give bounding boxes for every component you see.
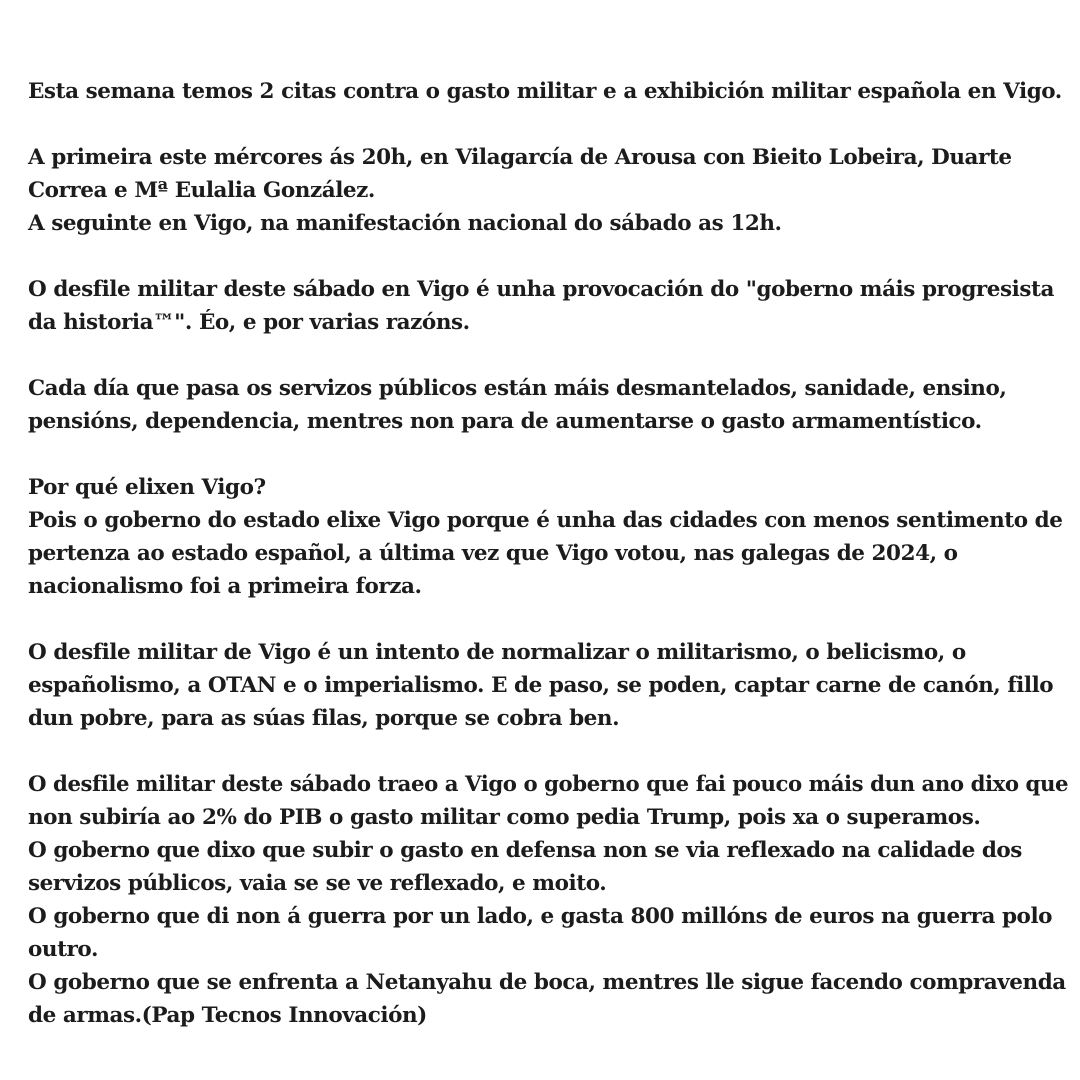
text-line: non subiría ao 2% do PIB o gasto militar como pedia Trump, pois xa o superamos. (28, 805, 981, 830)
text-line: Pois o goberno do estado elixe Vigo porque é unha das cidades con menos sentimento de (28, 508, 1063, 533)
text-line: O desfile militar deste sábado traeo a Vigo o goberno que fai pouco máis dun ano dixo que (28, 772, 1069, 797)
text-line: pertenza ao estado español, a última vez que Vigo votou, nas galegas de 2024, o (28, 541, 958, 566)
text-line: españolismo, a OTAN e o imperialismo. E de paso, se poden, captar carne de canón, fillo (28, 673, 1054, 698)
text-line: outro. (28, 937, 98, 962)
paragraph-provocation (28, 273, 1060, 339)
paragraph-militarism (28, 636, 1060, 735)
text-line: da historia™". Éo, e por varias razóns. (28, 310, 470, 335)
text-line: servizos públicos, vaia se se ve reflexado, e moito. (28, 871, 607, 896)
text-line: Correa e Mª Eulalia González. (28, 178, 375, 203)
text-line: A primeira este mércores ás 20h, en Vilagarcía de Arousa con Bieito Lobeira, Duarte (28, 145, 1012, 170)
text-line: O goberno que di non á guerra por un lado, e gasta 800 millóns de euros na guerra polo (28, 904, 1053, 929)
text-line: nacionalismo foi a primeira forza. (28, 574, 422, 599)
paragraph-public-services (28, 372, 1060, 438)
document-body (28, 75, 1069, 1032)
paragraph-government (28, 768, 1069, 1032)
paragraph-events (28, 141, 1060, 240)
text-line: O goberno que dixo que subir o gasto en defensa non se via reflexado na calidade dos (28, 838, 1022, 863)
text-line: dun pobre, para as súas filas, porque se cobra ben. (28, 706, 620, 731)
text-line: O desfile militar deste sábado en Vigo é unha provocación do "goberno máis progresista (28, 277, 1054, 302)
paragraph-intro (28, 75, 1060, 108)
text-line: O desfile militar de Vigo é un intento de normalizar o militarismo, o belicismo, o (28, 640, 966, 665)
text-line: A seguinte en Vigo, na manifestación nacional do sábado as 12h. (28, 211, 782, 236)
text-line: pensións, dependencia, mentres non para de aumentarse o gasto armamentístico. (28, 409, 982, 434)
text-line: de armas.(Pap Tecnos Innovación) (28, 1003, 427, 1028)
text-line: Cada día que pasa os servizos públicos están máis desmantelados, sanidade, ensino, (28, 376, 1007, 401)
text-line: Esta semana temos 2 citas contra o gasto militar e a exhibición militar española en Vigo. (28, 79, 1062, 104)
text-line: O goberno que se enfrenta a Netanyahu de boca, mentres lle sigue facendo compravenda (28, 970, 1066, 995)
text-line: Por qué elixen Vigo? (28, 475, 266, 500)
paragraph-why-vigo (28, 471, 1063, 603)
